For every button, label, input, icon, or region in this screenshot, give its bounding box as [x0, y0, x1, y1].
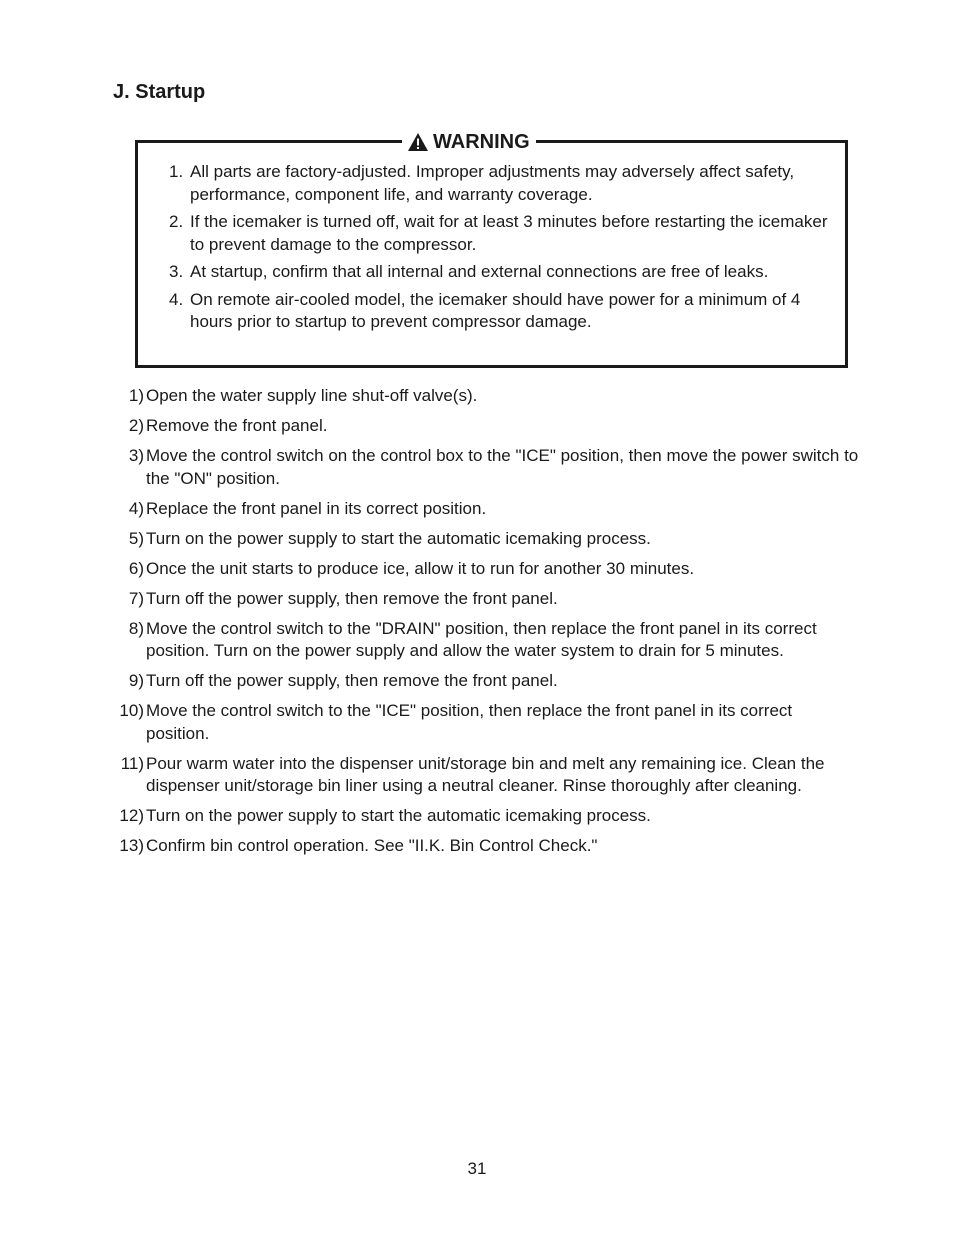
- step-item: [110, 618, 860, 663]
- step-number: 6): [128, 558, 144, 578]
- step-text: Confirm bin control operation. See "II.K. Bin Control Check.": [146, 836, 598, 855]
- warning-item-number: 1.: [169, 162, 184, 181]
- step-number: 9): [128, 671, 144, 690]
- step-text: Move the control switch to the "ICE" position, then replace the front panel in its correct position.: [146, 701, 793, 743]
- warning-item-text: If the icemaker is turned off, wait for at least 3 minutes before restarting the icemaker to prevent damage to the compressor.: [190, 212, 828, 254]
- warning-item: [169, 289, 829, 334]
- step-item: [110, 753, 860, 798]
- step-text: Turn on the power supply to start the automatic icemaking process.: [146, 806, 651, 825]
- warning-item-number: 4.: [169, 289, 184, 309]
- warning-item-text: All parts are factory-adjusted. Improper adjustments may adversely affect safety, performance, component life, and warranty coverage.: [190, 162, 795, 204]
- step-number: 8): [128, 618, 144, 638]
- step-item: [110, 498, 860, 521]
- step-item: [110, 528, 860, 551]
- step-item: [110, 588, 860, 611]
- step-text: Replace the front panel in its correct position.: [146, 498, 487, 518]
- step-number: 12): [119, 806, 144, 825]
- step-item: [110, 700, 860, 745]
- step-text: Turn on the power supply to start the automatic icemaking process.: [146, 528, 651, 548]
- warning-header: [402, 129, 536, 155]
- warning-triangle-icon: [407, 132, 429, 152]
- step-number: 1): [128, 386, 144, 405]
- step-number: 3): [128, 446, 144, 465]
- warning-item: [169, 161, 829, 206]
- step-text: Open the water supply line shut-off valve(s).: [146, 386, 478, 405]
- step-text: Move the control switch to the "DRAIN" position, then replace the front panel in its correct position. Turn on the power supply and allow the water system to drain for 5 minutes.: [146, 618, 817, 660]
- startup-steps-list: [110, 385, 860, 865]
- step-number: 5): [128, 528, 144, 548]
- step-item: [110, 415, 860, 438]
- warning-item: [169, 261, 829, 284]
- warning-label: WARNING: [433, 131, 530, 153]
- warning-item-number: 3.: [169, 262, 184, 281]
- page-number: 31: [467, 1159, 487, 1178]
- warning-item-text: At startup, confirm that all internal and external connections are free of leaks.: [190, 262, 769, 281]
- step-number: 10): [119, 701, 144, 720]
- warning-box: [135, 131, 848, 368]
- step-number: 4): [128, 498, 144, 518]
- step-number: 7): [128, 588, 144, 608]
- step-number: 11): [120, 753, 144, 773]
- step-item: [110, 670, 860, 693]
- warning-list: [169, 161, 829, 339]
- step-item: [110, 445, 860, 490]
- step-number: 13): [119, 836, 144, 855]
- warning-item-text: On remote air-cooled model, the icemaker should have power for a minimum of 4 hours prior to startup to prevent compressor damage.: [190, 289, 801, 331]
- step-item: [110, 385, 860, 408]
- step-text: Remove the front panel.: [146, 416, 328, 435]
- step-text: Move the control switch on the control box to the "ICE" position, then move the power switch to the "ON" position.: [146, 446, 859, 488]
- section-title: J. Startup: [113, 81, 206, 103]
- step-text: Turn off the power supply, then remove the front panel.: [146, 671, 558, 690]
- step-item: [110, 835, 860, 858]
- step-text: Once the unit starts to produce ice, allow it to run for another 30 minutes.: [146, 558, 695, 578]
- step-text: Turn off the power supply, then remove the front panel.: [146, 588, 558, 608]
- step-text: Pour warm water into the dispenser unit/storage bin and melt any remaining ice. Clean the dispenser unit/storage bin liner using a neutral cleaner. Rinse thoroughly after cleaning.: [146, 753, 825, 795]
- warning-item: [169, 211, 829, 256]
- step-item: [110, 558, 860, 581]
- step-number: 2): [128, 416, 144, 435]
- step-item: [110, 805, 860, 828]
- warning-item-number: 2.: [169, 212, 184, 231]
